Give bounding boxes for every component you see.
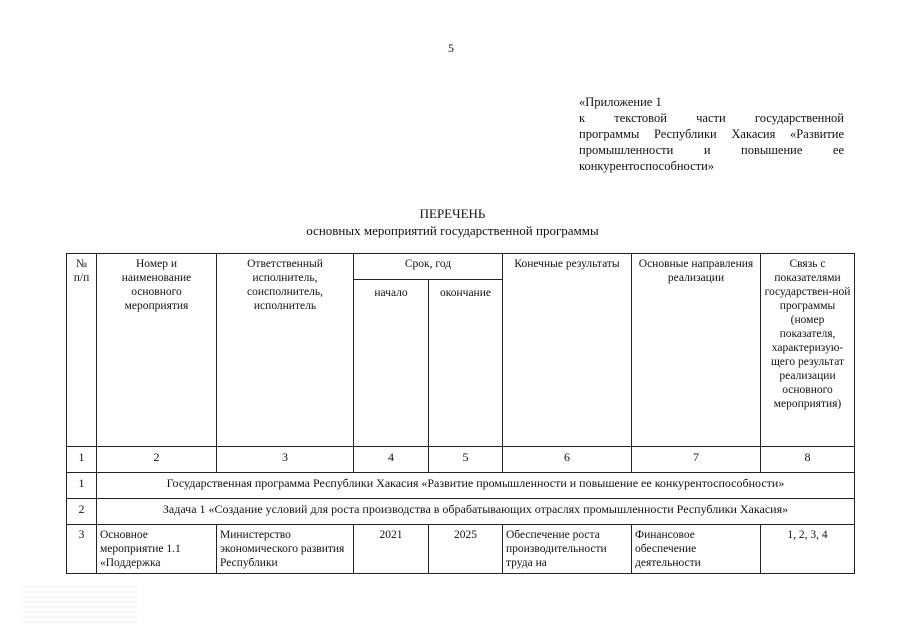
- row-num: 3: [67, 525, 97, 574]
- results-cell: Обеспечение роста производительности труда на: [503, 525, 632, 574]
- header-name: Номер и наименование основного мероприятия: [97, 254, 217, 447]
- column-number: 8: [761, 447, 855, 473]
- document-title: [0, 205, 905, 239]
- title-heading: ПЕРЕЧЕНЬ: [419, 206, 486, 221]
- header-end: окончание: [429, 280, 503, 447]
- task-title-cell: Задача 1 «Создание условий для роста производства в обрабатывающих отраслях промышленности Республики Хакасия»: [97, 499, 855, 525]
- column-number: 5: [429, 447, 503, 473]
- header-start: начало: [354, 280, 429, 447]
- column-number: 7: [632, 447, 761, 473]
- table-row: [67, 473, 855, 499]
- column-number: 1: [67, 447, 97, 473]
- header-link: Связь с показателями государствен-ной программы (номер показателя, характеризую-щего результат реализации основного мероприятия): [761, 254, 855, 447]
- appendix-line: программы Республики Хакасия «Развитие: [579, 127, 844, 141]
- executor-cell: Министерство экономического развития Республики: [217, 525, 354, 574]
- appendix-line: промышленности и повышение ее: [579, 143, 844, 157]
- table-row: [67, 525, 855, 574]
- header-num: № п/п: [67, 254, 97, 447]
- column-number: 2: [97, 447, 217, 473]
- row-num: 1: [67, 473, 97, 499]
- program-title-cell: Государственная программа Республики Хакасия «Развитие промышленности и повышение ее конкурентоспособности»: [97, 473, 855, 499]
- indicator-link-cell: 1, 2, 3, 4: [761, 525, 855, 574]
- table-row: [67, 499, 855, 525]
- header-term: Срок, год: [354, 254, 503, 280]
- appendix-line: к текстовой части государственной: [579, 111, 844, 125]
- column-number: 6: [503, 447, 632, 473]
- page-number: 5: [448, 41, 454, 55]
- measure-name-cell: Основное мероприятие 1.1 «Поддержка: [97, 525, 217, 574]
- title-subheading: основных мероприятий государственной программы: [306, 223, 599, 238]
- end-year-cell: 2025: [429, 525, 503, 574]
- measures-table: [66, 253, 855, 574]
- row-num: 2: [67, 499, 97, 525]
- column-numbers-row: [67, 447, 855, 473]
- header-directions: Основные направления реализации: [632, 254, 761, 447]
- table-header-row: [67, 254, 855, 280]
- header-results: Конечные результаты: [503, 254, 632, 447]
- stamp-residue: [22, 583, 137, 623]
- header-executor: Ответственный исполнитель, соисполнитель, исполнитель: [217, 254, 354, 447]
- appendix-line: «Приложение 1: [579, 95, 662, 109]
- appendix-line: конкурентоспособности»: [579, 159, 715, 173]
- appendix-note: [579, 94, 844, 174]
- column-number: 4: [354, 447, 429, 473]
- directions-cell: Финансовое обеспечение деятельности: [632, 525, 761, 574]
- start-year-cell: 2021: [354, 525, 429, 574]
- column-number: 3: [217, 447, 354, 473]
